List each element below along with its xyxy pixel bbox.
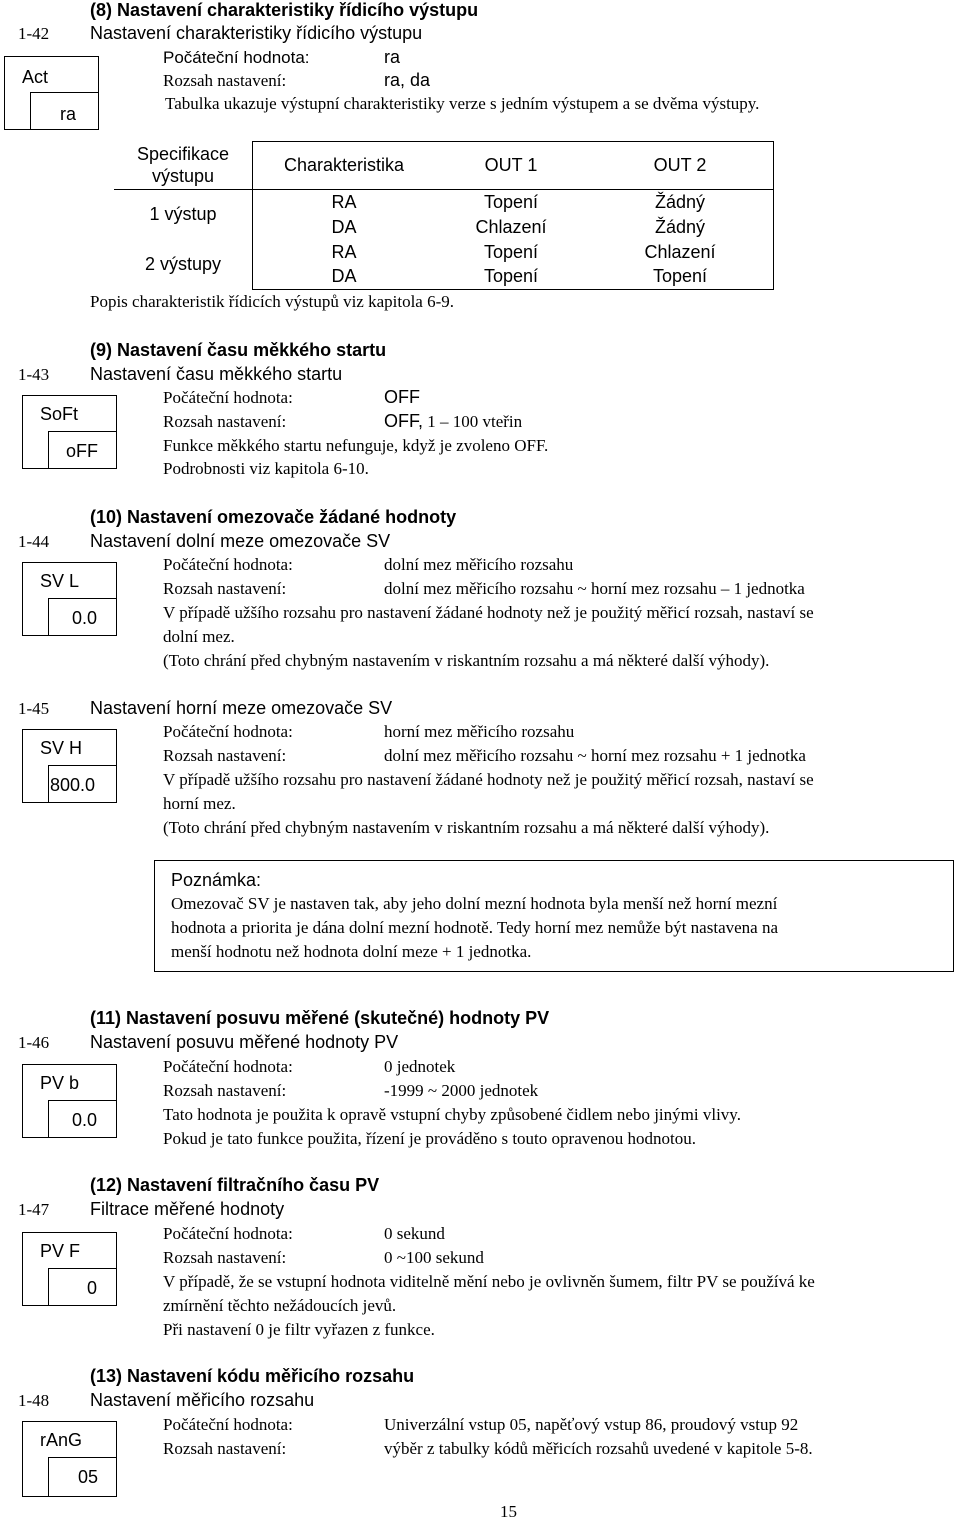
- description-line: (Toto chrání před chybným nastavením v riskantním rozsahu a má některé další výhody).: [163, 651, 770, 670]
- range-label: Rozsah nastavení:: [163, 1439, 287, 1458]
- initial-value: dolní mez měřicího rozsahu: [384, 555, 574, 574]
- display-parameter: SV H: [40, 738, 83, 758]
- table-header-spec: [114, 142, 253, 190]
- initial-value: 0 jednotek: [384, 1057, 456, 1076]
- param-code: 1-47: [18, 1200, 50, 1219]
- note-line: Omezovač SV je nastaven tak, aby jeho dolní mezní hodnota byla menší než horní mezní: [171, 894, 778, 913]
- table-cell: DA: [253, 265, 436, 290]
- description-line: Tato hodnota je použita k opravě vstupní chyby způsobené čidlem nebo jinými vlivy.: [163, 1105, 741, 1124]
- section-11-heading: (11) Nastavení posuvu měřené (skutečné) hodnoty PV: [90, 1008, 550, 1028]
- description-line: zmírnění těchto nežádoucích jevů.: [163, 1296, 397, 1315]
- param-code: 1-48: [18, 1391, 50, 1410]
- description-line: dolní mez.: [163, 627, 235, 646]
- initial-value: horní mez měřicího rozsahu: [384, 722, 575, 741]
- range-value: výběr z tabulky kódů měřicích rozsahů uvedené v kapitole 5-8.: [384, 1439, 813, 1458]
- table-cell: Topení: [587, 265, 774, 290]
- description-line: V případě užšího rozsahu pro nastavení žádané hodnoty než je použitý měřicí rozsah, nastaví se: [163, 770, 814, 789]
- param-code: 1-42: [18, 24, 50, 43]
- display-value: 800.0: [50, 775, 96, 795]
- page-number: 15: [500, 1502, 517, 1521]
- initial-value-label: Počáteční hodnota:: [163, 388, 293, 407]
- param-code: 1-46: [18, 1033, 50, 1052]
- param-code: 1-44: [18, 532, 50, 551]
- range-value: dolní mez měřicího rozsahu ~ horní mez rozsahu – 1 jednotka: [384, 579, 805, 598]
- initial-value-label: Počáteční hodnota:: [163, 1224, 293, 1243]
- table-cell: Topení: [483, 191, 539, 212]
- table-cell: Topení: [435, 265, 587, 290]
- display-divider: [48, 1268, 117, 1306]
- initial-value-label: Počáteční hodnota:: [163, 1057, 293, 1076]
- range-label: Rozsah nastavení:: [163, 1081, 287, 1100]
- table-cell: Chlazení: [587, 240, 774, 265]
- section-13-heading: (13) Nastavení kódu měřicího rozsahu: [90, 1366, 415, 1386]
- range-value: ra, da: [384, 70, 431, 90]
- note-line: menší hodnotu než hodnota dolní meze + 1 jednotka.: [171, 942, 532, 961]
- table-cell: Chlazení: [475, 216, 547, 237]
- description-line: Funkce měkkého startu nefunguje, když je zvoleno OFF.: [163, 436, 549, 455]
- output-characteristics-table: [114, 141, 774, 290]
- initial-value-label: Počáteční hodnota:: [163, 1415, 293, 1434]
- note-line: hodnota a priorita je dána dolní mezní hodnotě. Tedy horní mez nemůže být nastavena na: [171, 918, 778, 937]
- description-line: (Toto chrání před chybným nastavením v riskantním rozsahu a má některé další výhody).: [163, 818, 770, 837]
- display-value: 0: [87, 1278, 98, 1298]
- range-value: -1999 ~ 2000 jednotek: [384, 1081, 539, 1100]
- param-code: 1-45: [18, 699, 50, 718]
- display-parameter: rAnG: [40, 1430, 83, 1450]
- table-header-spec-line1: Specifikace: [136, 144, 230, 165]
- initial-value: 0 sekund: [384, 1224, 445, 1243]
- section-9-heading: (9) Nastavení času měkkého startu: [90, 340, 387, 360]
- table-cell: Topení: [483, 241, 539, 262]
- range-label: Rozsah nastavení:: [163, 71, 287, 90]
- table-cell: DA: [331, 216, 357, 237]
- table-group-label: 1 výstup: [114, 190, 253, 240]
- display-parameter: SV L: [40, 571, 80, 591]
- display-parameter: SoFt: [40, 404, 79, 424]
- initial-value-label: Počáteční hodnota:: [163, 555, 293, 574]
- param-name: Nastavení času měkkého startu: [90, 364, 343, 384]
- initial-value: ra: [384, 47, 401, 67]
- table-header-spec-line2: výstupu: [151, 166, 215, 187]
- param-name: Filtrace měřené hodnoty: [90, 1199, 285, 1219]
- description-line: Pokud je tato funkce použita, řízení je prováděno s touto opravenou hodnotou.: [163, 1129, 697, 1148]
- param-name: Nastavení horní meze omezovače SV: [90, 698, 393, 718]
- range-value: 0 ~100 sekund: [384, 1248, 484, 1267]
- range-label: Rozsah nastavení:: [163, 1248, 287, 1267]
- initial-value: Univerzální vstup 05, napěťový vstup 86, proudový vstup 92: [384, 1415, 799, 1434]
- display-value: 05: [78, 1467, 99, 1487]
- description-line: Podrobnosti viz kapitola 6-10.: [163, 459, 369, 478]
- param-name: Nastavení posuvu měřené hodnoty PV: [90, 1032, 399, 1052]
- section-12-heading: (12) Nastavení filtračního času PV: [90, 1175, 380, 1195]
- range-label: Rozsah nastavení:: [163, 746, 287, 765]
- param-name: Nastavení dolní meze omezovače SV: [90, 531, 391, 551]
- table-group-label: 2 výstupy: [114, 240, 253, 290]
- table-cell: RA: [331, 191, 357, 212]
- display-value: 0.0: [72, 1110, 98, 1130]
- table-cell: Žádný: [587, 215, 774, 240]
- range-label: Rozsah nastavení:: [163, 412, 287, 431]
- display-parameter: PV b: [40, 1073, 80, 1093]
- display-parameter: Act: [22, 67, 49, 87]
- initial-value-label: Počáteční hodnota:: [163, 722, 293, 741]
- param-code: 1-43: [18, 365, 50, 384]
- description-line: Při nastavení 0 je filtr vyřazen z funkce.: [163, 1320, 435, 1339]
- table-footer: Popis charakteristik řídicích výstupů viz kapitola 6-9.: [90, 292, 455, 311]
- display-value: 0.0: [72, 608, 98, 628]
- note-title: Poznámka:: [171, 870, 262, 890]
- table-row: [114, 240, 774, 265]
- range-value-off: OFF,: [384, 411, 423, 431]
- section-10-heading: (10) Nastavení omezovače žádané hodnoty: [90, 507, 457, 527]
- description-line: horní mez.: [163, 794, 236, 813]
- table-header-out1: OUT 1: [435, 142, 587, 190]
- table-cell: RA: [331, 241, 357, 262]
- param-name: Nastavení charakteristiky řídicího výstupu: [90, 23, 423, 43]
- section-8-heading: (8) Nastavení charakteristiky řídicího výstupu: [90, 0, 479, 20]
- table-row: [114, 190, 774, 215]
- range-value: dolní mez měřicího rozsahu ~ horní mez rozsahu + 1 jednotka: [384, 746, 806, 765]
- display-value: oFF: [66, 441, 99, 461]
- description-line: V případě, že se vstupní hodnota viditelně mění nebo je ovlivněn šumem, filtr PV se používá ke: [163, 1272, 815, 1291]
- range-value-seconds: 1 – 100 vteřin: [423, 412, 523, 431]
- table-cell: Žádný: [587, 190, 774, 215]
- initial-value: OFF: [384, 387, 420, 407]
- description-line: V případě užšího rozsahu pro nastavení žádané hodnoty než je použitý měřicí rozsah, nastaví se: [163, 603, 814, 622]
- display-value: ra: [60, 104, 77, 124]
- table-header-characteristic: Charakteristika: [253, 142, 436, 190]
- range-label: Rozsah nastavení:: [163, 579, 287, 598]
- section-description: Tabulka ukazuje výstupní charakteristiky verze s jedním výstupem a se dvěma výstupy.: [165, 94, 760, 113]
- table-header-out2: OUT 2: [587, 142, 774, 190]
- param-name: Nastavení měřicího rozsahu: [90, 1390, 315, 1410]
- range-value: [384, 411, 522, 432]
- initial-value-label: Počáteční hodnota:: [163, 48, 310, 67]
- display-parameter: PV F: [40, 1241, 81, 1261]
